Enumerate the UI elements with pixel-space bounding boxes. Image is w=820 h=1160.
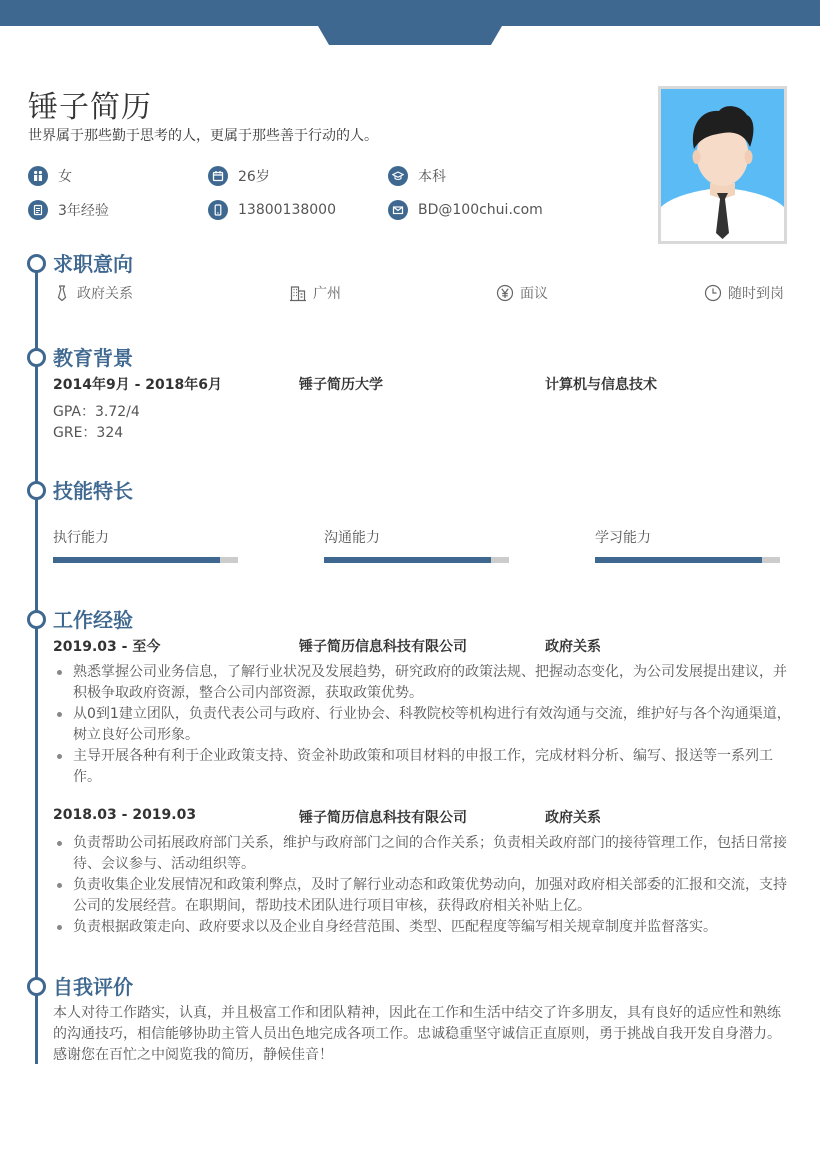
intent-city-value: 广州 — [313, 286, 341, 302]
section-title-work: 工作经验 — [53, 608, 133, 632]
job-duty-item: 负责帮助公司拓展政府部门关系，维护与政府部门之间的合作关系；负责相关政府部门的接待管理工作，包括日常接待、会议参与、活动组织等。 — [53, 833, 798, 875]
job-period: 2018.03 - 2019.03 — [53, 807, 197, 823]
info-age — [208, 165, 270, 187]
avatar-illustration — [661, 89, 784, 241]
intent-city — [289, 283, 341, 303]
section-title-intent: 求职意向 — [53, 252, 133, 276]
phone-icon — [208, 200, 228, 220]
skill-bar — [53, 557, 238, 563]
skill-bar-fill — [324, 557, 491, 563]
timeline-node-intent — [27, 254, 46, 273]
resume-motto: 世界属于那些勤于思考的人，更属于那些善于行动的人。 — [28, 128, 378, 144]
info-phone — [208, 199, 336, 221]
yuan-icon — [496, 284, 514, 302]
intent-availability-value: 随时到岗 — [728, 286, 784, 302]
info-gender — [28, 165, 72, 187]
skill-label: 沟通能力 — [324, 530, 380, 546]
timeline-node-work — [27, 610, 46, 629]
timeline-line — [35, 262, 38, 1064]
education-school: 锤子简历大学 — [299, 377, 383, 393]
self-evaluation-text: 本人对待工作踏实，认真，并且极富工作和团队精神，因此在工作和生活中结交了许多朋友，具有良好的适应性和熟练的沟通技巧，相信能够协助主管人员出色地完成各项工作。忠诚稳重坚守诚信正直原则，勇于挑战自我开发自身潜力。感谢您在百忙之中阅览我的简历，静候佳音！ — [53, 1005, 781, 1063]
gender-value: 女 — [58, 169, 72, 185]
mail-icon — [388, 200, 408, 220]
job-duties-list — [53, 833, 798, 938]
section-title-skills: 技能特长 — [53, 479, 133, 503]
job-duty-item: 从0到1建立团队，负责代表公司与政府、行业协会、科教院校等机构进行有效沟通与交流，维护好与各个沟通渠道，树立良好公司形象。 — [53, 704, 798, 746]
degree-value: 本科 — [418, 169, 446, 185]
job-company: 锤子简历信息科技有限公司 — [299, 810, 467, 826]
info-experience — [28, 199, 109, 221]
intent-position-value: 政府关系 — [77, 286, 133, 302]
skill-bar-fill — [53, 557, 220, 563]
age-value: 26岁 — [238, 169, 270, 185]
calendar-icon — [208, 166, 228, 186]
intent-salary-value: 面议 — [520, 286, 548, 302]
email-value: BD@100chui.com — [418, 202, 543, 218]
skill-label: 执行能力 — [53, 530, 109, 546]
skill-label: 学习能力 — [595, 530, 651, 546]
intent-availability — [704, 283, 784, 303]
education-gpa: GPA：3.72/4 — [53, 404, 140, 420]
experience-value: 3年经验 — [58, 203, 109, 219]
building-icon — [289, 284, 307, 302]
job-role: 政府关系 — [545, 810, 601, 826]
section-title-education: 教育背景 — [53, 346, 133, 370]
section-title-self: 自我评价 — [53, 975, 133, 999]
gender-icon — [28, 166, 48, 186]
timeline-node-education — [27, 348, 46, 367]
top-banner-tab — [318, 26, 502, 45]
intent-position — [53, 283, 133, 303]
job-duties-list — [53, 662, 798, 788]
job-duty-item: 负责收集企业发展情况和政策利弊点，及时了解行业动态和政策优势动向，加强对政府相关部委的汇报和交流，支持公司的发展经营。在职期间，帮助技术团队进行项目审核，获得政府相关补贴上亿。 — [53, 875, 798, 917]
job-duty-item: 主导开展各种有利于企业政策支持、资金补助政策和项目材料的申报工作，完成材料分析、编写、报送等一系列工 作。 — [53, 746, 798, 788]
profile-photo — [658, 86, 787, 244]
job-duty-item: 负责根据政策走向、政府要求以及企业自身经营范围、类型、匹配程度等编写相关规章制度并监督落实。 — [53, 917, 798, 938]
job-period: 2019.03 - 至今 — [53, 639, 161, 655]
education-period: 2014年9月 - 2018年6月 — [53, 377, 222, 393]
skill-bar-fill — [595, 557, 762, 563]
resume-name: 锤子简历 — [28, 90, 152, 125]
education-gre: GRE：324 — [53, 425, 124, 441]
timeline-node-skills — [27, 481, 46, 500]
top-banner — [0, 0, 820, 26]
education-major: 计算机与信息技术 — [545, 377, 657, 393]
job-duty-item: 熟悉掌握公司业务信息，了解行业状况及发展趋势，研究政府的政策法规、把握动态变化，为公司发展提出建议，并积极争取政府资源，整合公司内部资源，获取政策优势。 — [53, 662, 798, 704]
phone-value: 13800138000 — [238, 202, 336, 218]
job-company: 锤子简历信息科技有限公司 — [299, 639, 467, 655]
graduation-cap-icon — [388, 166, 408, 186]
job-role: 政府关系 — [545, 639, 601, 655]
skill-bar — [595, 557, 780, 563]
info-email — [388, 199, 543, 221]
timeline-node-self — [27, 977, 46, 996]
skill-bar — [324, 557, 509, 563]
document-icon — [28, 200, 48, 220]
intent-salary — [496, 283, 548, 303]
info-degree — [388, 165, 446, 187]
tie-icon — [53, 284, 71, 302]
clock-icon — [704, 284, 722, 302]
